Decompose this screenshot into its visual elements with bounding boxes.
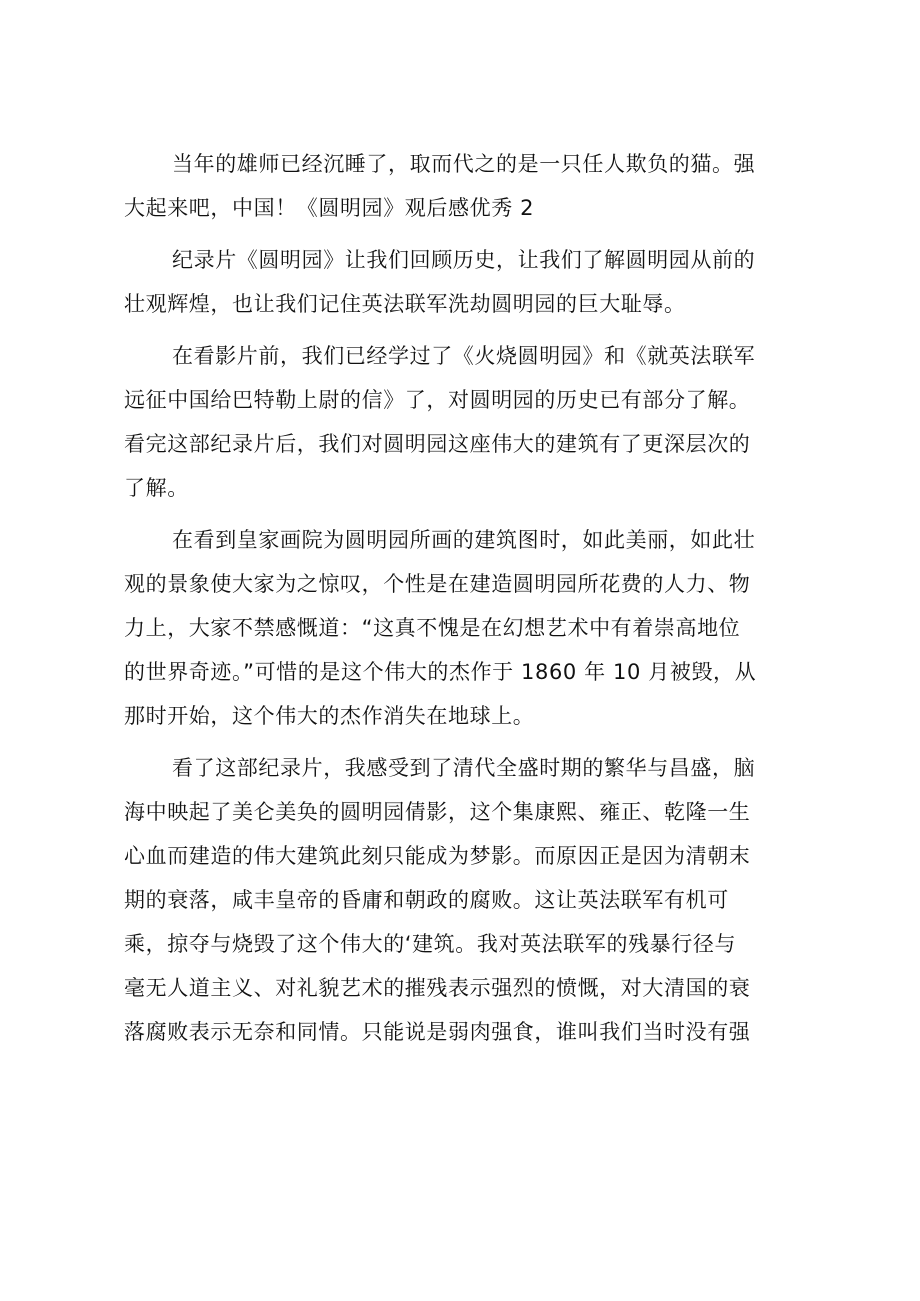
text-line: 那时开始，这个伟大的杰作消失在地球上。 [124, 704, 535, 728]
text-line: 乘，掠夺与烧毁了这个伟大的‘建筑。我对英法联军的残暴行径与 [124, 932, 737, 956]
text-line: 观的景象使大家为之惊叹，个性是在建造圆明园所花费的人力、物 [124, 572, 751, 596]
text-line: 了解。 [124, 476, 189, 500]
text-line: 纪录片《圆明园》让我们回顾历史，让我们了解圆明园从前的 [172, 248, 756, 272]
text-line: 的世界奇迹。”可惜的是这个伟大的杰作于 1860 年 10 月被毁，从 [124, 660, 757, 684]
text-line: 期的衰落，咸丰皇帝的昏庸和朝政的腐败。这让英法联军有机可 [124, 888, 729, 912]
text-line: 落腐败表示无奈和同情。只能说是弱肉强食，谁叫我们当时没有强 [124, 1020, 751, 1044]
text-line: 力上，大家不禁感慨道：“这真不愧是在幻想艺术中有着崇高地位 [124, 616, 741, 640]
text-line: 壮观辉煌，也让我们记住英法联军洗劫圆明园的巨大耻辱。 [124, 292, 686, 316]
text-line: 海中映起了美仑美奂的圆明园倩影，这个集康熙、雍正、乾隆一生 [124, 800, 751, 824]
text-line: 看了这部纪录片，我感受到了清代全盛时期的繁华与昌盛，脑 [172, 756, 756, 780]
text-line: 心血而建造的伟大建筑此刻只能成为梦影。而原因正是因为清朝末 [124, 844, 751, 868]
text-line: 远征中国给巴特勒上尉的信》了，对圆明园的历史已有部分了解。 [124, 388, 751, 412]
paragraph-4 [124, 518, 796, 738]
text-line: 当年的雄师已经沉睡了，取而代之的是一只任人欺负的猫。强 [172, 152, 756, 176]
text-line: 毫无人道主义、对礼貌艺术的摧残表示强烈的愤慨，对大清国的衰 [124, 976, 751, 1000]
text-line: 看完这部纪录片后，我们对圆明园这座伟大的建筑有了更深层次的 [124, 432, 751, 456]
document-body [124, 142, 796, 1054]
paragraph-3 [124, 334, 796, 510]
paragraph-5 [124, 746, 796, 1054]
text-line: 在看到皇家画院为圆明园所画的建筑图时，如此美丽，如此壮 [172, 528, 756, 552]
paragraph-2 [124, 238, 796, 326]
paragraph-1 [124, 142, 796, 230]
text-line: 在看影片前，我们已经学过了《火烧圆明园》和《就英法联军 [172, 344, 756, 368]
text-line: 大起来吧，中国！《圆明园》观后感优秀 2 [124, 196, 535, 220]
